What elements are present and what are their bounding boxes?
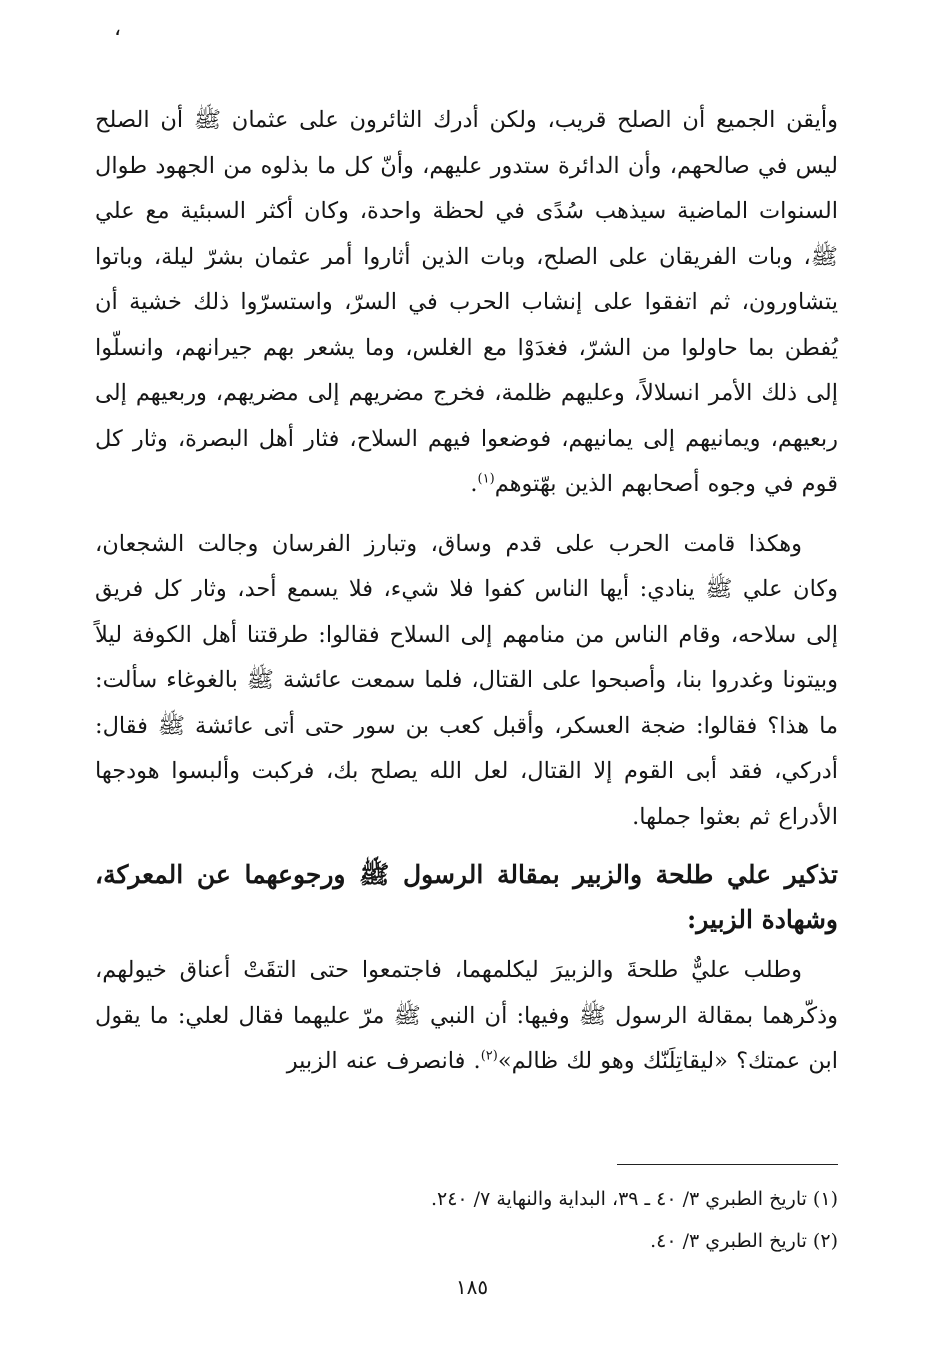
paragraph-1 xyxy=(95,98,838,508)
footnote-2: (٢) تاريخ الطبري ٣/ ٤٠. xyxy=(650,1230,838,1252)
page-number: ١٨٥ xyxy=(455,1275,489,1299)
footnote-1: (١) تاريخ الطبري ٣/ ٤٠ ـ ٣٩، البداية والنهاية ٧/ ٢٤٠. xyxy=(430,1188,838,1210)
paragraph-3 xyxy=(95,948,838,1085)
footnote-divider xyxy=(617,1164,838,1165)
main-text xyxy=(95,98,838,1085)
footnotes xyxy=(95,1178,838,1262)
paragraph-2: وهكذا قامت الحرب على قدم وساق، وتبارز الفرسان وجالت الشجعان، وكان علي ﷺ ينادي: أيها الناس كفوا فلا شيء، فلا يسمع أحد، وثار كل فريق إلى سلاحه، وقام الناس من منامهم إلى السلاح فقالوا: طرقتنا أهل الكوفة ليلاً وبيتونا وغدروا بنا، وأصبحوا على القتال، فلما سمعت عائشة ﷺ بالغوغاء سألت: ما هذا؟ فقالوا: ضجة العسكر، وأقبل كعب بن سور حتى أتى عائشة ﷺ فقال: أدركي، فقد أبى القوم إلا القتال، لعل الله يصلح بك، فركبت وألبسوا هودجها الأدراع ثم بعثوا جملها. xyxy=(95,530,838,830)
paragraph-1-text: وأيقن الجميع أن الصلح قريب، ولكن أدرك الثائرون على عثمان ﷺ أن الصلح ليس في صالحهم، وأن الدائرة ستدور عليهم، وأنّ كل ما بذلوه من الجهود طوال السنوات الماضية سيذهب سُدًى في لحظة واحدة، وكان أكثر السبئية مع علي ﷺ، وبات الفريقان على الصلح، وبات الذين أثاروا أمر عثمان بشرّ ليلة، وباتوا يتشاورون، ثم اتفقوا على إنشاب الحرب في السرّ، واستسرّوا ذلك خشية أن يُفطن بما حاولوا من الشرّ، فغدَوْا مع الغلس، وما يشعر بهم جيرانهم، وانسلّوا إلى ذلك الأمر انسلالاً، وعليهم ظلمة، فخرج مضريهم إلى مضريهم، وربعيهم إلى ربعيهم، ويمانيهم إلى يمانيهم، فوضعوا فيهم السلاح، فثار أهل البصرة، وثار كل قوم في وجوه أصحابهم الذين بهّتوهم xyxy=(95,107,838,497)
paragraph-3-end: . فانصرف عنه الزبير xyxy=(286,1048,481,1074)
paragraph-1-end: . xyxy=(470,471,478,497)
footnote-ref-2: (٢) xyxy=(480,1048,498,1064)
top-mark: ، xyxy=(114,16,122,41)
paragraph-3-text: وطلب عليٌّ طلحةَ والزبيرَ ليكلمهما، فاجتمعوا حتى التقَتْ أعناق خيولهم، وذكّرهما بمقالة الرسول ﷺ وفيها: أن النبي ﷺ مرّ عليهما فقال لعلي: ما يقول ابن عمتك؟ «ليقاتِلَنّك وهو لك ظالم» xyxy=(95,957,838,1074)
footnote-ref-1: (١) xyxy=(477,471,495,487)
section-heading: تذكير علي طلحة والزبير بمقالة الرسول ﷺ ورجوعهما عن المعركة، وشهادة الزبير: xyxy=(95,860,838,934)
